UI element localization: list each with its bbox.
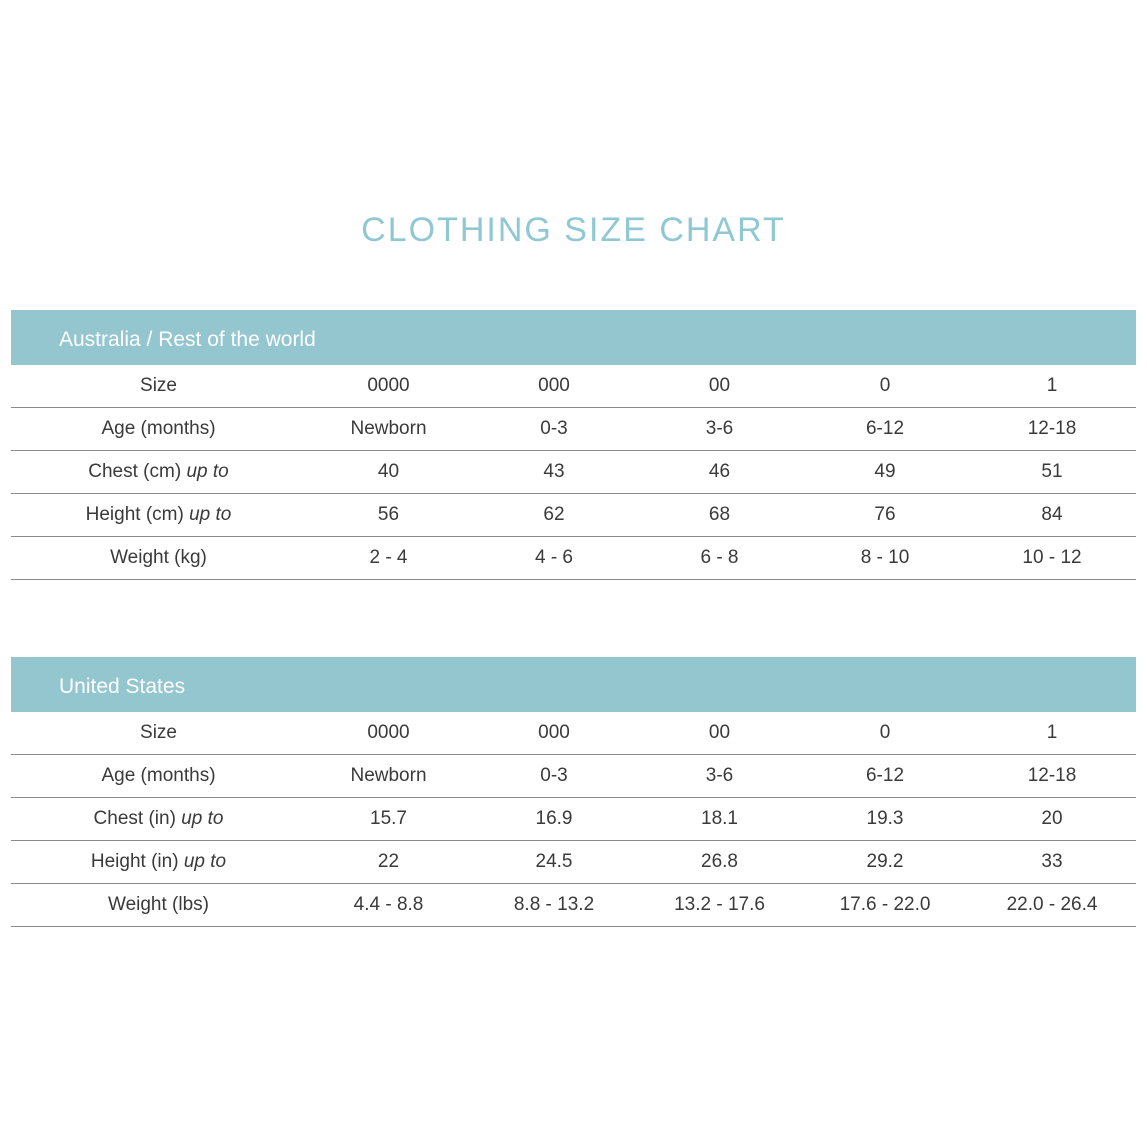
- table-cell: 16.9: [471, 798, 637, 841]
- table-cell: 19.3: [802, 798, 968, 841]
- row-label-text: Size: [140, 722, 177, 743]
- row-label: [11, 408, 306, 451]
- table-row: [11, 884, 1136, 927]
- table-cell: 40: [306, 451, 471, 494]
- table-cell: 4.4 - 8.8: [306, 884, 471, 927]
- row-label-note: up to: [181, 808, 224, 829]
- table-cell: 6 - 8: [637, 537, 802, 580]
- table-cell: 22: [306, 841, 471, 884]
- row-label-text: Weight (kg): [110, 547, 207, 568]
- size-table-body-united-states: [11, 712, 1136, 927]
- row-label: [11, 884, 306, 927]
- table-cell: 62: [471, 494, 637, 537]
- table-row: [11, 841, 1136, 884]
- section-header-united-states: United States: [11, 657, 1136, 712]
- row-label: [11, 494, 306, 537]
- table-cell: 0-3: [471, 408, 637, 451]
- table-row: [11, 798, 1136, 841]
- table-cell: 000: [471, 712, 637, 755]
- table-cell: 12-18: [968, 408, 1136, 451]
- table-cell: Newborn: [306, 755, 471, 798]
- row-label-note: up to: [189, 504, 232, 525]
- row-label-text: Height (in): [90, 851, 179, 872]
- section-header-australia: Australia / Rest of the world: [11, 310, 1136, 365]
- size-table-united-states: [11, 657, 1136, 927]
- table-cell: 51: [968, 451, 1136, 494]
- row-label: [11, 365, 306, 408]
- table-cell: 20: [968, 798, 1136, 841]
- table-row: [11, 537, 1136, 580]
- table-cell: 56: [306, 494, 471, 537]
- row-label-note: up to: [183, 851, 227, 872]
- row-label-text: Chest (cm): [88, 461, 182, 482]
- table-cell: 18.1: [637, 798, 802, 841]
- table-cell: 00: [637, 712, 802, 755]
- table-cell: 0-3: [471, 755, 637, 798]
- size-table-body-australia: [11, 365, 1136, 580]
- row-label-text: Height (cm): [85, 504, 184, 525]
- table-cell: 4 - 6: [471, 537, 637, 580]
- table-cell: 17.6 - 22.0: [802, 884, 968, 927]
- table-cell: 000: [471, 365, 637, 408]
- table-cell: 1: [968, 712, 1136, 755]
- row-label: [11, 537, 306, 580]
- row-label-text: Age (months): [101, 418, 216, 439]
- row-label: [11, 451, 306, 494]
- table-cell: 0000: [306, 365, 471, 408]
- table-cell: 2 - 4: [306, 537, 471, 580]
- table-row: [11, 755, 1136, 798]
- page-title: CLOTHING SIZE CHART: [361, 211, 786, 249]
- table-cell: 22.0 - 26.4: [968, 884, 1136, 927]
- table-cell: 76: [802, 494, 968, 537]
- table-cell: 3-6: [637, 755, 802, 798]
- table-row: [11, 451, 1136, 494]
- table-cell: 68: [637, 494, 802, 537]
- table-row: [11, 494, 1136, 537]
- table-row: [11, 408, 1136, 451]
- table-cell: Newborn: [306, 408, 471, 451]
- row-label-text: Size: [140, 375, 177, 396]
- table-cell: 8.8 - 13.2: [471, 884, 637, 927]
- table-cell: 0000: [306, 712, 471, 755]
- row-label: [11, 841, 306, 884]
- row-label-note: up to: [186, 461, 229, 482]
- table-cell: 12-18: [968, 755, 1136, 798]
- row-label-text: Age (months): [101, 765, 216, 786]
- table-cell: 26.8: [637, 841, 802, 884]
- table-cell: 6-12: [802, 755, 968, 798]
- table-cell: 33: [968, 841, 1136, 884]
- row-label: [11, 755, 306, 798]
- table-cell: 0: [802, 712, 968, 755]
- table-cell: 49: [802, 451, 968, 494]
- table-cell: 29.2: [802, 841, 968, 884]
- row-label: [11, 712, 306, 755]
- table-cell: 00: [637, 365, 802, 408]
- row-label-text: Weight (lbs): [107, 894, 209, 915]
- table-cell: 46: [637, 451, 802, 494]
- table-cell: 15.7: [306, 798, 471, 841]
- table-cell: 24.5: [471, 841, 637, 884]
- table-cell: 84: [968, 494, 1136, 537]
- table-cell: 43: [471, 451, 637, 494]
- table-cell: 1: [968, 365, 1136, 408]
- table-cell: 8 - 10: [802, 537, 968, 580]
- row-label-text: Chest (in): [93, 808, 176, 829]
- table-cell: 10 - 12: [968, 537, 1136, 580]
- table-cell: 6-12: [802, 408, 968, 451]
- table-cell: 13.2 - 17.6: [637, 884, 802, 927]
- row-label: [11, 798, 306, 841]
- table-cell: 3-6: [637, 408, 802, 451]
- table-row: [11, 712, 1136, 755]
- size-table-australia: [11, 310, 1136, 580]
- table-row: [11, 365, 1136, 408]
- table-cell: 0: [802, 365, 968, 408]
